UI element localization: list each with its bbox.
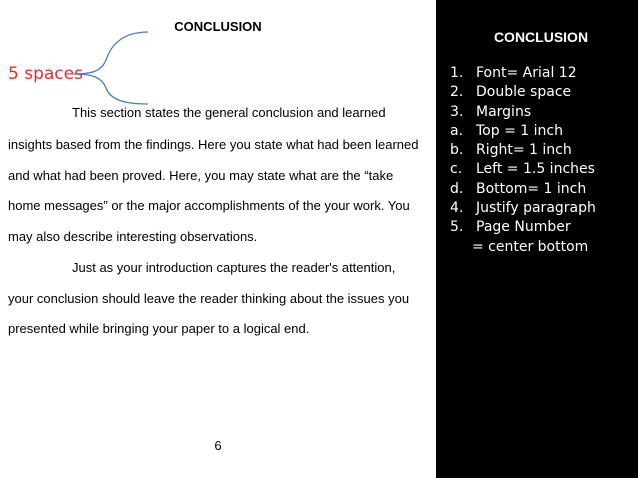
- document-title: CONCLUSION: [174, 19, 262, 34]
- body-line: This section states the general conclusion and learned: [72, 105, 386, 120]
- body-line: your conclusion should leave the reader thinking about the issues you: [8, 291, 410, 306]
- list-item: d. Bottom= 1 inch: [450, 180, 587, 197]
- body-line: insights based from the findings. Here you state what had been learned: [8, 137, 419, 152]
- list-item: = center bottom: [472, 238, 589, 255]
- body-line: home messages” or the major accomplishments of the your work. You: [8, 198, 410, 213]
- body-line: and what had been proved. Here, you may state what are the “take: [8, 168, 394, 183]
- list-item: 2. Double space: [450, 84, 572, 101]
- list-item: 5. Page Number: [450, 219, 571, 236]
- list-item: a. Top = 1 inch: [450, 122, 563, 139]
- brace-icon: [60, 28, 160, 108]
- list-item: 3. Margins: [450, 103, 532, 120]
- list-item: b. Right= 1 inch: [450, 142, 572, 159]
- formatting-list: [450, 64, 596, 257]
- page-number: 6: [214, 438, 222, 453]
- list-item: c. Left = 1.5 inches: [450, 161, 595, 178]
- list-item: 1. Font= Arial 12: [450, 65, 577, 81]
- panel-title: CONCLUSION: [493, 29, 589, 45]
- body-line: presented while bringing your paper to a logical end.: [8, 321, 310, 336]
- spaces-annotation: 5 spaces: [8, 64, 83, 84]
- list-item: 4. Justify paragraph: [450, 200, 596, 217]
- formatting-panel: [436, 0, 638, 478]
- body-line: Just as your introduction captures the reader's attention,: [72, 260, 396, 275]
- body-line: may also describe interesting observations.: [8, 229, 258, 244]
